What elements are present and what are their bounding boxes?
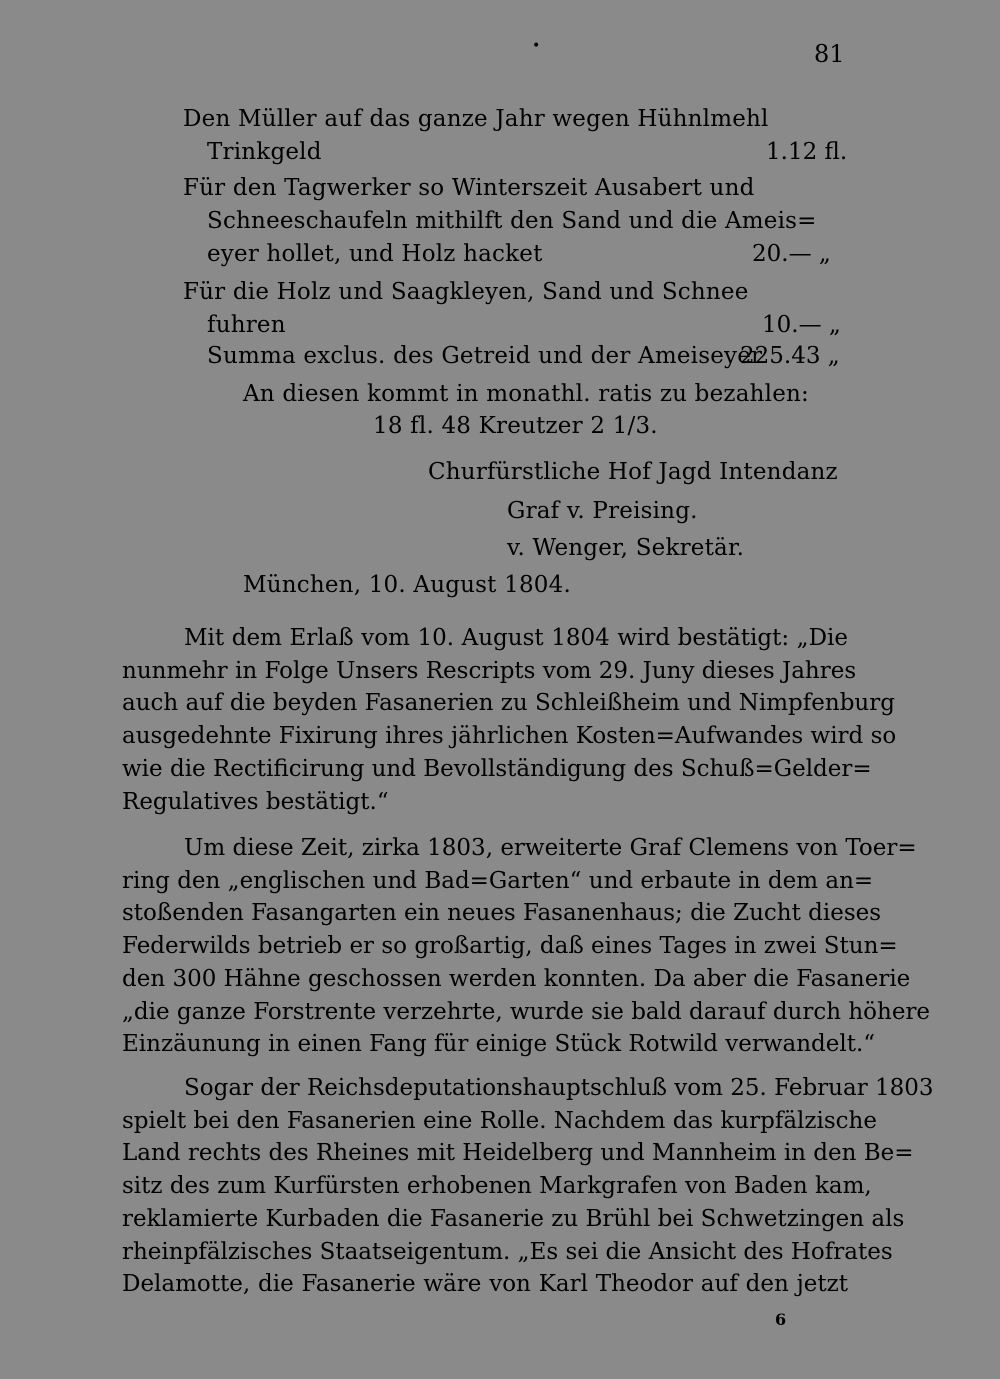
monthly-line: 18 fl. 48 Kreutzer 2 1/3. [373, 413, 658, 439]
account-line: Schneeschaufeln mithilft den Sand und die Ameis= [207, 208, 817, 234]
account-line: Für die Holz und Saagkleyen, Sand und Schnee [183, 279, 749, 305]
monthly-line: An diesen kommt in monathl. ratis zu bezahlen: [243, 381, 809, 407]
paragraph-line: Sogar der Reichsdeputationshauptschluß vom 25. Februar 1803 [184, 1075, 934, 1101]
account-amount: 1.12 fl. [766, 139, 848, 165]
paragraph-line: Einzäunung in einen Fang für einige Stück Rotwild verwandelt.“ [122, 1031, 876, 1058]
paragraph-line: Regulatives bestätigt.“ [122, 788, 389, 815]
account-line: eyer hollet, und Holz hacket [207, 241, 543, 267]
paragraph-line: wie die Rectificirung und Bevollständigung des Schuß=Gelder= [122, 755, 872, 782]
account-line: fuhren [207, 312, 286, 338]
page-number: 81 [814, 40, 845, 68]
paragraph-line: rheinpfälzisches Staatseigentum. „Es sei die Ansicht des Hofrates [122, 1238, 893, 1265]
account-amount: 20.— „ [752, 241, 831, 267]
paragraph-line: spielt bei den Fasanerien eine Rolle. Nachdem das kurpfälzische [122, 1107, 877, 1134]
signature-mark: 6 [775, 1310, 787, 1329]
account-amount: 225.43 „ [740, 343, 840, 369]
account-line: Für den Tagwerker so Winterszeit Ausabert und [183, 175, 755, 201]
paragraph-line: ring den „englischen und Bad=Garten“ und erbaute in dem an= [122, 867, 874, 894]
paragraph-line: reklamierte Kurbaden die Fasanerie zu Brühl bei Schwetzingen als [122, 1205, 905, 1232]
paragraph-line: sitz des zum Kurfürsten erhobenen Markgrafen von Baden kam, [122, 1173, 872, 1200]
paragraph-line: Federwilds betrieb er so großartig, daß eines Tages in zwei Stun= [122, 933, 898, 960]
paragraph-line: auch auf die beyden Fasanerien zu Schleißheim und Nimpfenburg [122, 690, 895, 717]
body-paragraph [122, 622, 897, 818]
paragraph-line: stoßenden Fasangarten ein neues Fasanenhaus; die Zucht dieses [122, 900, 882, 927]
paragraph-line: nunmehr in Folge Unsers Rescripts vom 29. Juny dieses Jahres [122, 657, 857, 684]
account-line: Trinkgeld [207, 139, 322, 165]
account-line: Den Müller auf das ganze Jahr wegen Hühnlmehl [183, 106, 769, 132]
signature-office: Churfürstliche Hof Jagd Intendanz [428, 459, 838, 485]
body-paragraph [122, 832, 931, 1061]
signature-name: v. Wenger, Sekretär. [507, 535, 745, 561]
paragraph-line: Mit dem Erlaß vom 10. August 1804 wird bestätigt: „Die [184, 625, 848, 651]
paragraph-line: „die ganze Forstrente verzehrte, wurde sie bald darauf durch höhere [122, 998, 931, 1025]
body-paragraph [122, 1072, 934, 1301]
paragraph-line: Delamotte, die Fasanerie wäre von Karl Theodor auf den jetzt [122, 1271, 848, 1298]
paragraph-line: den 300 Hähne geschossen werden konnten. Da aber die Fasanerie [122, 965, 911, 992]
account-amount: 10.— „ [762, 312, 841, 338]
paragraph-line: ausgedehnte Fixirung ihres jährlichen Kosten=Aufwandes wird so [122, 723, 897, 750]
place-date: München, 10. August 1804. [243, 572, 571, 598]
signature-name: Graf v. Preising. [507, 498, 698, 524]
paragraph-line: Land rechts des Rheines mit Heidelberg und Mannheim in den Be= [122, 1140, 914, 1167]
account-line: Summa exclus. des Getreid und der Ameiseyer [207, 343, 763, 369]
paragraph-line: Um diese Zeit, zirka 1803, erweiterte Graf Clemens von Toer= [184, 835, 917, 861]
header-mark: • [532, 38, 541, 54]
